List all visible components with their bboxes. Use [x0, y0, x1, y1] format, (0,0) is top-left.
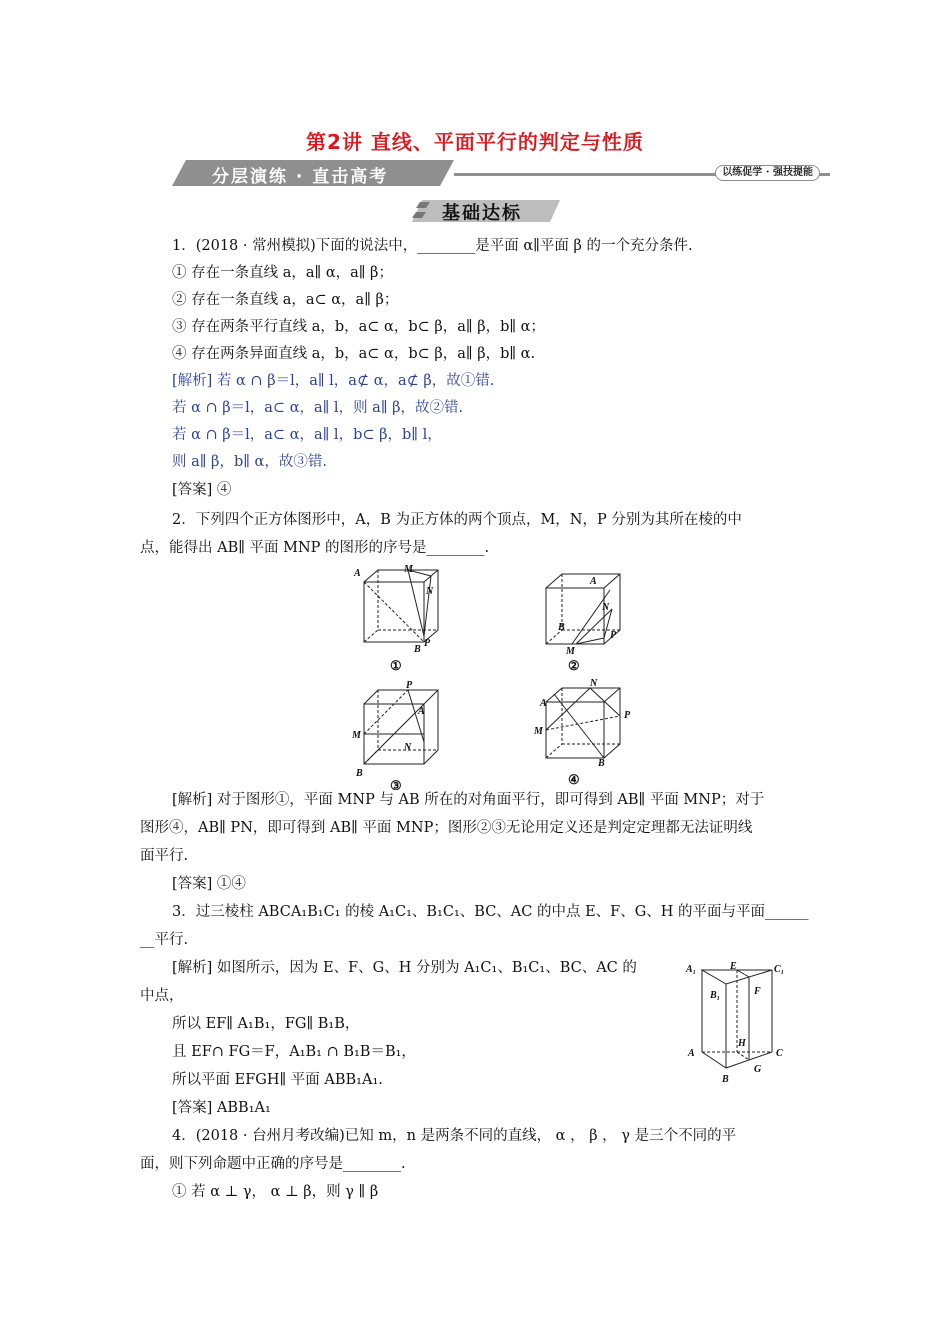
cube2-label-b: B	[558, 622, 565, 633]
prism-label-b: B	[722, 1074, 729, 1085]
q2-analysis-1: [解析] 对于图形①，平面 MNP 与 AB 所在的对角面平行，即可得到 AB∥ 平面 MNP；对于	[172, 792, 765, 808]
cube4-label-p: P	[624, 710, 631, 721]
prism-label-c1: C₁	[774, 964, 785, 975]
cube3-number: ③	[390, 778, 402, 790]
q3-stem-1: 3．过三棱柱 ABCA₁B₁C₁ 的棱 A₁C₁、B₁C₁、BC、AC 的中点 E、F、G、H 的平面与平面______	[172, 904, 809, 920]
q2-stem-1: 2．下列四个正方体图形中，A，B 为正方体的两个顶点，M，N，P 分别为其所在棱的中	[172, 512, 742, 528]
cube3-label-m: M	[352, 730, 361, 741]
cube-figure-4-labels	[533, 678, 631, 787]
cube1-label-b: B	[414, 644, 421, 655]
q4-stem-2: 面，则下列命题中正确的序号是________.	[140, 1156, 406, 1172]
cube-figures	[340, 560, 640, 790]
cube4-label-m: M	[534, 726, 543, 737]
prism-label-a1: A₁	[686, 964, 697, 975]
cube1-label-p: P	[424, 638, 431, 649]
cube1-label-n: N	[426, 586, 434, 597]
q1-analysis-2: 若 α ∩ β＝l，a⊂ α，a∥ l，则 a∥ β，故②错.	[172, 400, 464, 416]
section-heading	[412, 198, 560, 224]
prism-figure	[684, 962, 794, 1090]
banner-left-text: 分层演练 · 直击高考	[212, 167, 389, 187]
cube3-label-n: N	[404, 742, 412, 753]
page-title: 第2讲 直线、平面平行的判定与性质	[306, 130, 644, 154]
prism-label-c: C	[776, 1048, 783, 1059]
prism-label-f: F	[754, 986, 761, 997]
q3-analysis-2: 中点，	[140, 988, 184, 1004]
section-heading-text: 基础达标	[442, 203, 522, 224]
q1-option-3: ③ 存在两条平行直线 a，b，a⊂ α，b⊂ β，a∥ β，b∥ α；	[172, 319, 545, 335]
q4-stem-1: 4．(2018 · 台州月考改编)已知 m，n 是两条不同的直线， α ， β ， γ 是三个不同的平	[172, 1128, 737, 1144]
cube2-label-p: P	[610, 630, 617, 641]
q1-option-1: ① 存在一条直线 a，a∥ α，a∥ β；	[172, 265, 393, 281]
cube3-label-b: B	[356, 768, 363, 779]
prism-label-a: A	[688, 1048, 695, 1059]
prism-label-b1: B₁	[710, 990, 721, 1001]
cube1-label-a: A	[354, 568, 361, 579]
q2-answer: [答案] ①④	[172, 876, 246, 892]
q2-analysis-2: 图形④，AB∥ PN，即可得到 AB∥ 平面 MNP；图形②③无论用定义还是判定定理都无法证明线	[140, 820, 753, 836]
prism-label-g: G	[754, 1064, 762, 1075]
q3-analysis-3: 所以 EF∥ A₁B₁，FG∥ B₁B，	[172, 1016, 360, 1032]
section-banner	[172, 160, 830, 186]
cube3-label-p: P	[406, 680, 413, 691]
cube4-label-n: N	[590, 678, 598, 689]
q1-answer: [答案] ④	[172, 482, 232, 498]
cube2-label-a: A	[590, 576, 597, 587]
q1-option-2: ② 存在一条直线 a，a⊂ α，a∥ β；	[172, 292, 399, 308]
q3-answer: [答案] ABB₁A₁	[172, 1100, 271, 1116]
cube2-number: ②	[568, 658, 580, 673]
cube-figure-3	[364, 690, 438, 764]
cube-figure-1	[364, 570, 438, 642]
cube4-label-a: A	[540, 698, 547, 709]
q4-option-1: ① 若 α ⊥ γ， α ⊥ β，则 γ ∥ β	[172, 1184, 379, 1200]
prism-label-h: H	[738, 1038, 746, 1049]
cube3-label-a: A	[418, 706, 425, 717]
cube2-label-m: M	[566, 646, 575, 657]
cube-figure-3-labels	[351, 680, 425, 790]
q1-analysis-4: 则 a∥ β，b∥ α，故③错.	[172, 454, 327, 470]
q1-analysis-3: 若 α ∩ β＝l，a⊂ α，a∥ l，b⊂ β，b∥ l，	[172, 427, 442, 443]
q1-stem: 1．(2018 · 常州模拟)下面的说法中，________是平面 α∥平面 β 的一个充分条件.	[172, 238, 693, 254]
q2-stem-2: 点，能得出 AB∥ 平面 MNP 的图形的序号是________.	[140, 540, 490, 556]
cube-figure-1-labels	[353, 564, 434, 673]
q3-analysis-1: [解析] 如图所示，因为 E、F、G、H 分别为 A₁C₁、B₁C₁、BC、AC 的	[172, 960, 637, 976]
q3-stem-2: __平行.	[140, 932, 189, 948]
cube4-number: ④	[568, 772, 580, 787]
q3-analysis-5: 所以平面 EFGH∥ 平面 ABB₁A₁.	[172, 1072, 383, 1088]
banner-right-text: 以练促学 · 强技提能	[715, 165, 820, 181]
q1-analysis-1: [解析] 若 α ∩ β＝l，a∥ l，a⊄ α，a⊄ β，故①错.	[172, 373, 495, 389]
q3-analysis-4: 且 EF∩ FG＝F，A₁B₁ ∩ B₁B＝B₁，	[172, 1044, 416, 1060]
cube-figure-4	[546, 688, 620, 758]
prism-label-e: E	[730, 962, 737, 972]
q2-analysis-3: 面平行.	[140, 848, 189, 864]
cube1-number: ①	[390, 658, 402, 673]
cube2-label-n: N	[602, 602, 610, 613]
cube4-label-b: B	[598, 758, 605, 769]
cube1-label-m: M	[404, 564, 413, 575]
q1-option-4: ④ 存在两条异面直线 a，b，a⊂ α，b⊂ β，a∥ β，b∥ α.	[172, 346, 536, 362]
